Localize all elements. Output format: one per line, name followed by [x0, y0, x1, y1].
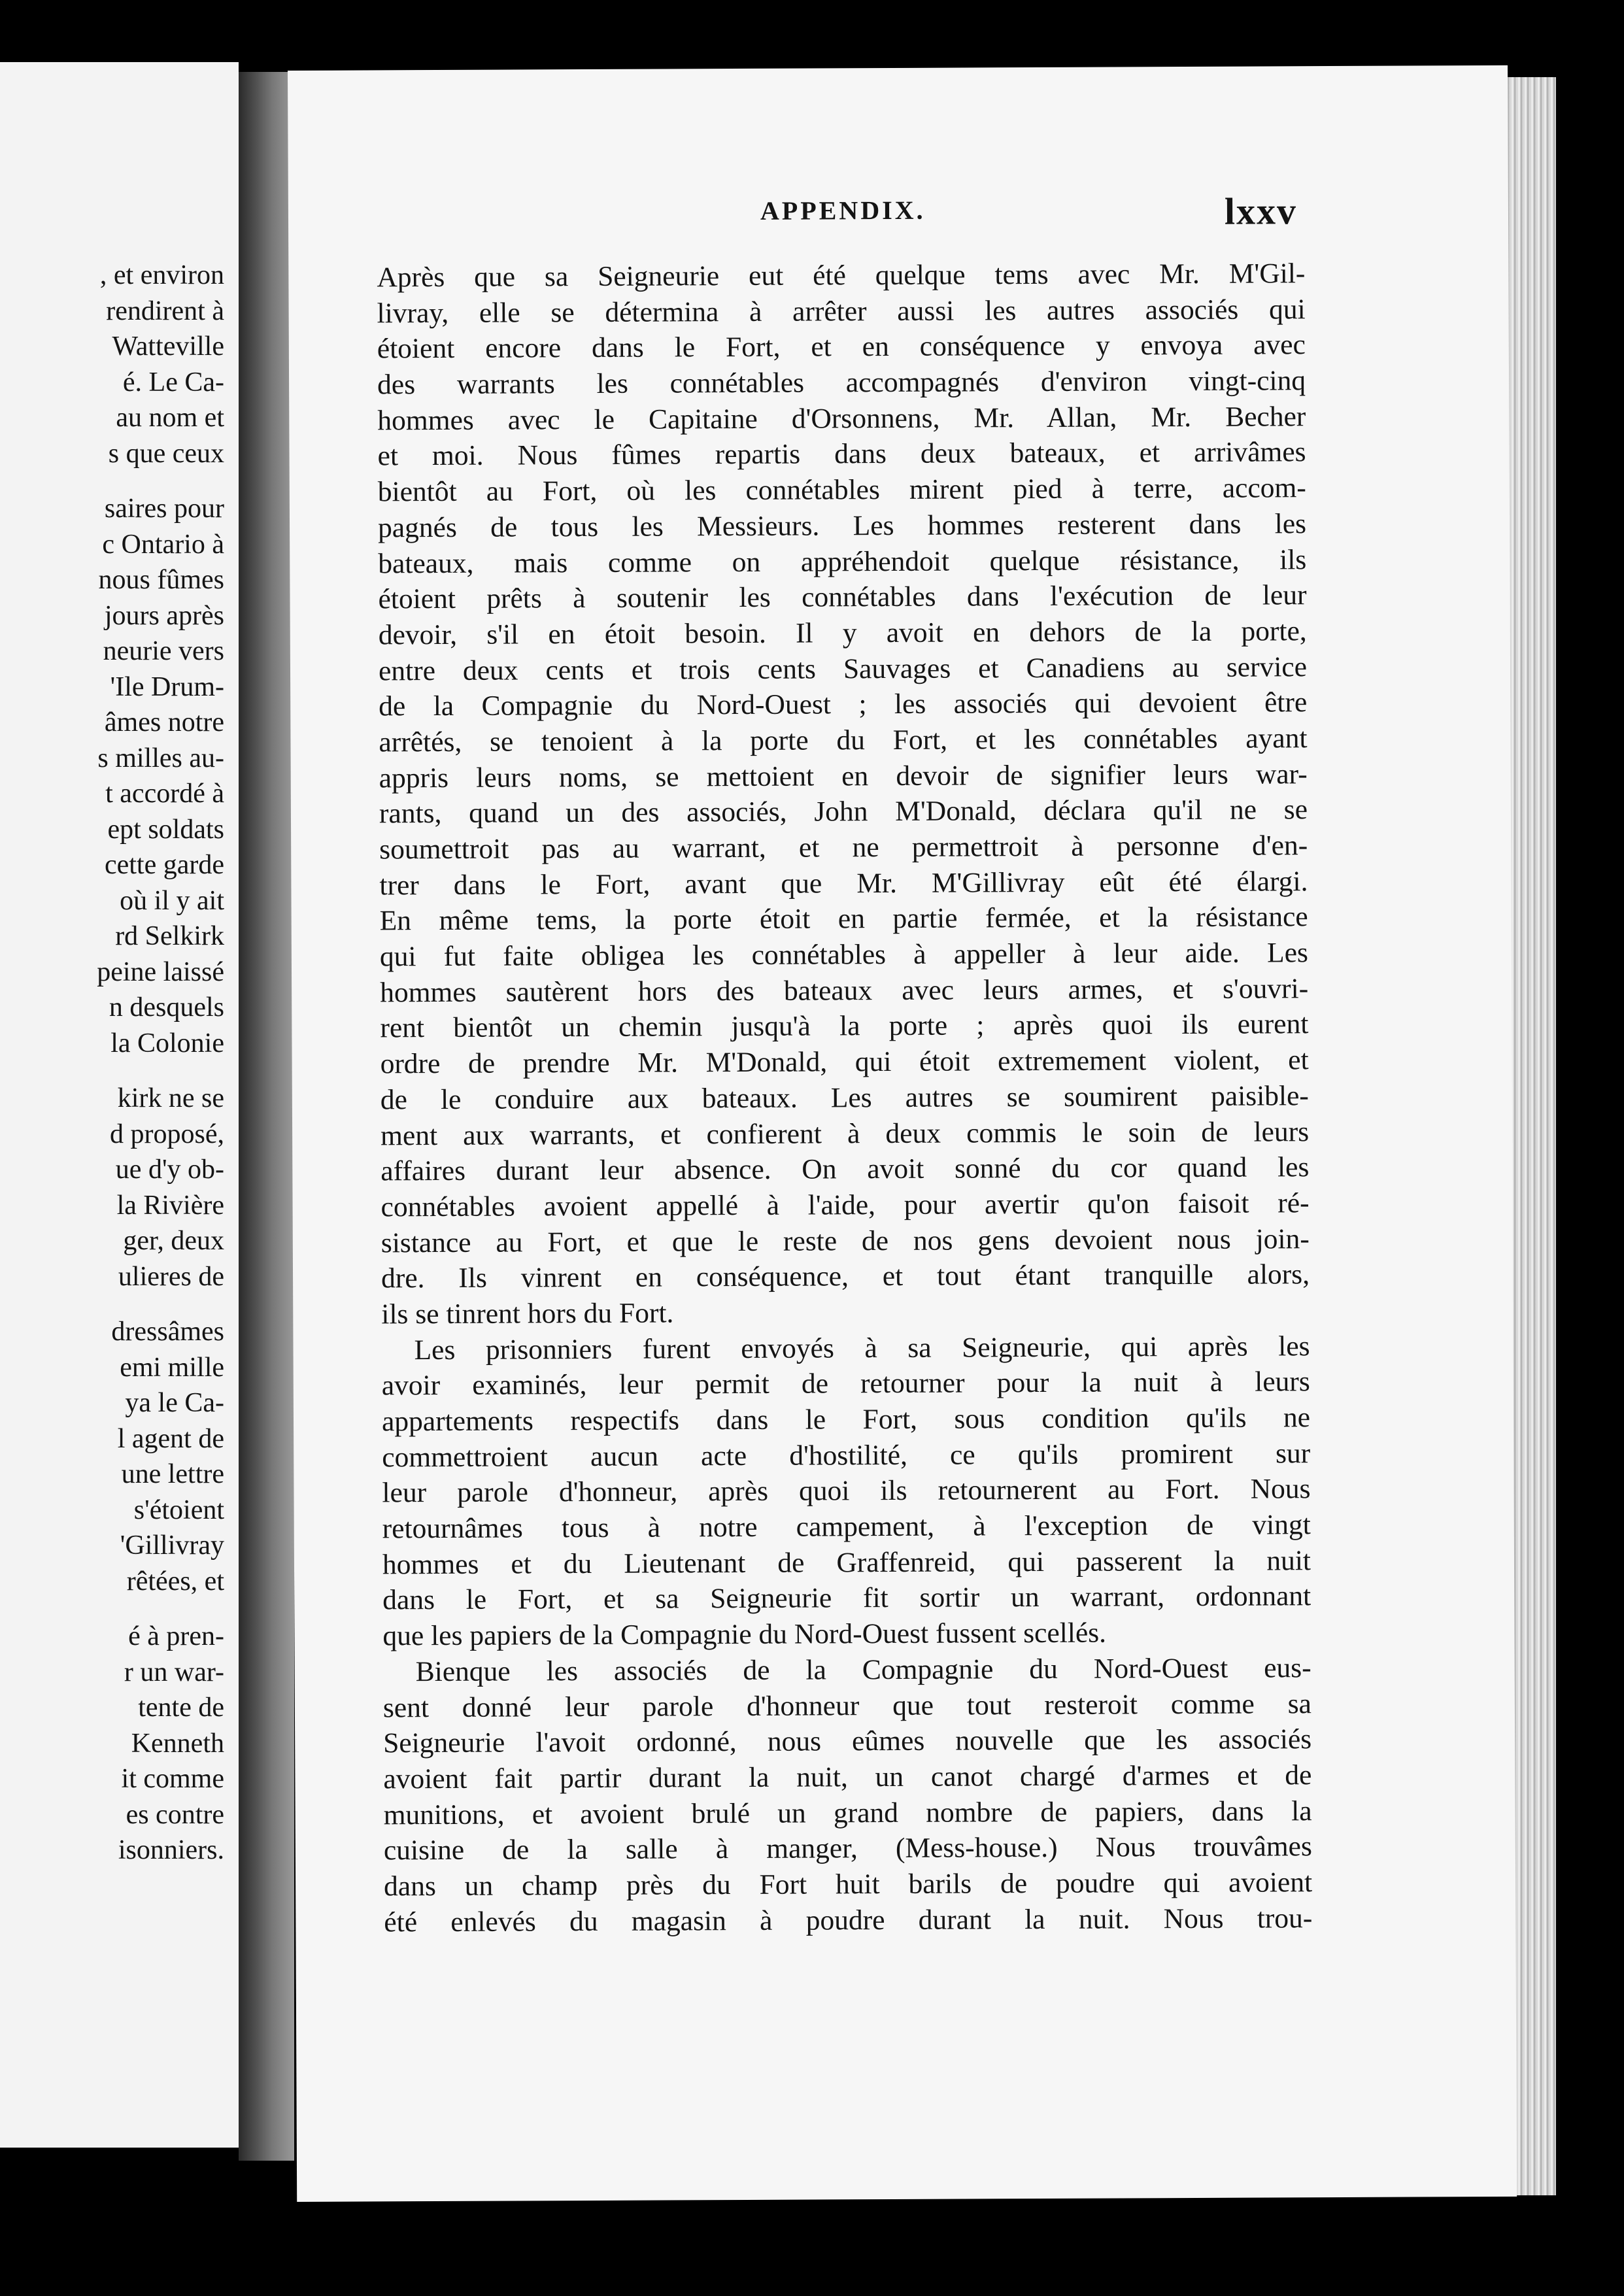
previous-page-line: Watteville [112, 331, 224, 362]
text-line: Bienque les associés de la Compagnie du Nord-Ouest eus- [415, 1652, 1311, 1687]
text-line: hommes et du Lieutenant de Graffenreid, qui passerent la nuit [382, 1544, 1311, 1581]
text-line: appris leurs noms, se mettoient en devoir de signifier leurs war- [379, 758, 1308, 794]
text-line: livray, elle se détermina à arrêter aussi les autres associés qui [377, 293, 1306, 329]
previous-page-line: saires pour [104, 494, 224, 524]
previous-page-line: ulieres de [118, 1261, 224, 1292]
previous-page-line: une lettre [121, 1459, 224, 1489]
text-line: que les papiers de la Compagnie du Nord-Ouest fussent scellés. [382, 1617, 1107, 1652]
previous-page-line: n desquels [109, 992, 224, 1022]
previous-page-line: où il y ait [120, 885, 224, 916]
text-line: Après que sa Seigneurie eut été quelque tems avec Mr. M'Gil- [377, 258, 1306, 294]
previous-page-line: 'Gillivray [120, 1530, 224, 1561]
previous-page-line: 'Ile Drum- [110, 671, 224, 702]
previous-page-line: é. Le Ca- [122, 367, 224, 397]
running-head-title: APPENDIX. [760, 195, 926, 226]
previous-page-line: s milles au- [97, 743, 224, 773]
text-line: de le conduire aux bateaux. Les autres se soumirent paisible- [380, 1080, 1309, 1116]
previous-page-line: jours après [104, 600, 224, 631]
previous-page-line: ger, deux [123, 1226, 224, 1256]
text-line: connétables avoient appellé à l'aide, pour avertir qu'on faisoit ré- [381, 1187, 1310, 1223]
previous-page-line: nous fûmes [98, 565, 224, 595]
text-line: trer dans le Fort, avant que Mr. M'Gillivray eût été élargi. [379, 865, 1308, 902]
text-line: arrêtés, se tenoient à la porte du Fort, et les connétables ayant [379, 722, 1308, 758]
previous-page-line: , et environ [99, 260, 224, 290]
page-number: lxxv [1224, 190, 1298, 233]
text-line: cuisine de la salle à manger, (Mess-house.) Nous trouvâmes [383, 1831, 1312, 1866]
text-line: été enlevés du magasin à poudre durant la nuit. Nous trou- [384, 1902, 1313, 1938]
text-line: devoir, s'il en étoit besoin. Il y avoit en dehors de la porte, [378, 615, 1307, 651]
previous-page-line: s que ceux [108, 438, 224, 469]
previous-page-line: es contre [126, 1799, 224, 1830]
previous-page-line: au nom et [116, 403, 224, 433]
previous-page-line: rendirent à [106, 295, 224, 326]
text-line: ment aux warrants, et confierent à deux commis le soin de leurs [381, 1115, 1310, 1151]
text-line: affaires durant leur absence. On avoit sonné du cor quand les [381, 1151, 1310, 1187]
previous-page-line: peine laissé [97, 956, 224, 987]
previous-page-line: ept soldats [107, 814, 224, 845]
previous-page-line: rêtées, et [126, 1566, 224, 1596]
previous-page-line: l agent de [117, 1423, 224, 1454]
text-line: dans le Fort, et sa Seigneurie fit sortir un warrant, ordonnant [382, 1580, 1311, 1616]
text-line: soumettroit pas au warrant, et ne permettroit à personne d'en- [379, 830, 1308, 866]
text-line: rants, quand un des associés, John M'Donald, déclara qu'il ne se [379, 794, 1308, 830]
previous-page [0, 62, 239, 2148]
text-line: commettroient aucun acte d'hostilité, ce qu'ils promirent sur [382, 1437, 1311, 1474]
book-page [288, 65, 1517, 2202]
previous-page-line: é à pren- [128, 1621, 224, 1651]
text-line: pagnés de tous les Messieurs. Les hommes resterent dans les [377, 508, 1307, 544]
text-line: ordre de prendre Mr. M'Donald, qui étoit extremement violent, et [380, 1044, 1309, 1080]
text-line: munitions, et avoient brulé un grand nombre de papiers, dans la [383, 1795, 1312, 1831]
previous-page-line: dressâmes [111, 1317, 224, 1347]
previous-page-line: d proposé, [110, 1119, 224, 1149]
previous-page-line: tente de [138, 1693, 224, 1723]
text-line: retournâmes tous à notre campement, à l'exception de vingt [382, 1509, 1311, 1545]
previous-page-line: isonniers. [118, 1835, 224, 1865]
text-line: et moi. Nous fûmes repartis dans deux bateaux, et arrivâmes [377, 436, 1306, 472]
text-line: de la Compagnie du Nord-Ouest ; les associés qui devoient être [379, 686, 1308, 722]
text-line: avoient fait partir durant la nuit, un canot chargé d'armes et de [383, 1759, 1312, 1795]
previous-page-line: r un war- [124, 1657, 224, 1687]
previous-page-line: ue d'y ob- [115, 1155, 224, 1185]
previous-page-line: t accordé à [105, 779, 224, 809]
text-line: Seigneurie l'avoit ordonné, nous eûmes nouvelle que les associés [383, 1723, 1312, 1759]
text-line: sent donné leur parole d'honneur que tout resteroit comme sa [382, 1687, 1312, 1723]
text-line: dre. Ils vinrent en conséquence, et tout étant tranquille alors, [381, 1258, 1310, 1294]
text-line: En même tems, la porte étoit en partie fermée, et la résistance [379, 901, 1308, 937]
text-line: qui fut faite obligea les connétables à appeller à leur aide. Les [379, 937, 1309, 973]
body-text [377, 256, 1312, 1940]
text-line: sistance au Fort, et que le reste de nos gens devoient nous join- [381, 1223, 1310, 1258]
text-line: rent bientôt un chemin jusqu'à la porte ; après quoi ils eurent [380, 1008, 1309, 1044]
previous-page-line: âmes notre [104, 707, 224, 737]
text-line: ils se tinrent hors du Fort. [381, 1297, 674, 1330]
previous-page-line: cette garde [104, 850, 224, 880]
text-line: leur parole d'honneur, après quoi ils retournerent au Fort. Nous [382, 1473, 1311, 1509]
text-line: des warrants les connétables accompagnés d'environ vingt-cinq [377, 365, 1306, 401]
text-line: hommes avec le Capitaine d'Orsonnens, Mr. Allan, Mr. Becher [377, 400, 1306, 437]
text-line: étoient encore dans le Fort, et en conséquence y envoya avec [377, 329, 1306, 365]
previous-page-line: c Ontario à [102, 529, 224, 560]
text-line: dans un champ près du Fort huit barils de poudre qui avoient [384, 1866, 1313, 1902]
text-line: hommes sautèrent hors des bateaux avec leurs armes, et s'ouvri- [380, 972, 1309, 1009]
text-line: bateaux, mais comme on appréhendoit quelque résistance, ils [378, 543, 1307, 579]
text-line: entre deux cents et trois cents Sauvages et Canadiens au service [378, 650, 1308, 686]
text-line: Les prisonniers furent envoyés à sa Seigneurie, qui après les [414, 1330, 1310, 1366]
text-line: bientôt au Fort, où les connétables mirent pied à terre, accom- [377, 472, 1306, 508]
text-line: avoir examinés, leur permit de retourner pour la nuit à leurs [381, 1366, 1310, 1402]
previous-page-line: neurie vers [103, 636, 224, 666]
book-gutter [239, 72, 294, 2161]
previous-page-line: kirk ne se [117, 1083, 224, 1113]
text-line: étoient prêts à soutenir les connétables dans l'exécution de leur [378, 579, 1307, 615]
previous-page-line: la Colonie [110, 1028, 224, 1058]
running-head [288, 192, 1508, 243]
previous-page-line: rd Selkirk [115, 921, 224, 951]
previous-page-line: la Rivière [116, 1190, 224, 1221]
previous-page-line: ya le Ca- [125, 1388, 224, 1418]
text-line: appartements respectifs dans le Fort, sous condition qu'ils ne [381, 1402, 1311, 1438]
previous-page-line: it comme [121, 1764, 224, 1794]
previous-page-line: emi mille [120, 1352, 224, 1383]
previous-page-line: Kenneth [131, 1728, 224, 1759]
previous-page-line: s'étoient [133, 1494, 224, 1525]
